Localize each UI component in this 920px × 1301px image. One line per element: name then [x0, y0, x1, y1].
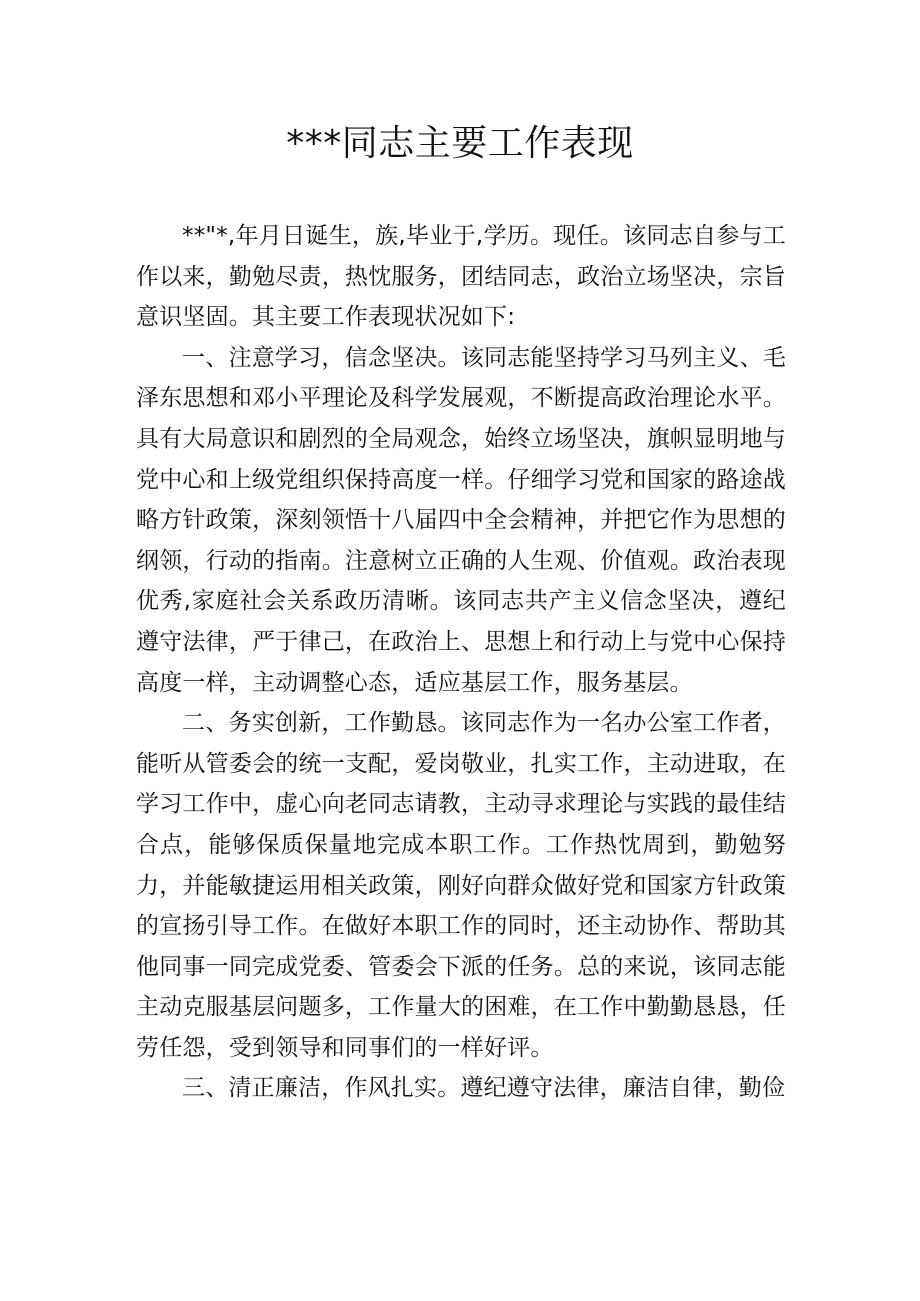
intro-paragraph: **"*,年月日诞生，族,毕业于,学历。现任。该同志自参与工作以来，勤勉尽责，热忱服务，团结同志，政治立场坚决，宗旨意识坚固。其主要工作表现状况如下:: [136, 223, 786, 331]
section-two-paragraph: 二、务实创新，工作勤恳。该同志作为一名办公室工作者，能听从管委会的统一支配，爱岗敬业，扎实工作，主动进取，在学习工作中，虚心向老同志请教，主动寻求理论与实践的最佳结合点，能够保质保量地完成本职工作。工作热忱周到，勤勉努力，并能敏捷运用相关政策，刚好向群众做好党和国家方针政策的宣扬引导工作。在做好本职工作的同时，还主动协作、帮助其他同事一同完成党委、管委会下派的任务。总的来说，该同志能主动克服基层问题多，工作量大的困难，在工作中勤勤恳恳，任劳任怨，受到领导和同事们的一样好评。: [136, 710, 786, 1061]
document-title: ***同志主要工作表现: [286, 123, 634, 164]
document-body: [136, 216, 786, 1109]
section-three-paragraph: 三、清正廉洁，作风扎实。遵纪遵守法律，廉洁自律，勤俭: [182, 1075, 786, 1102]
section-one-paragraph: 一、注意学习，信念坚决。该同志能坚持学习马列主义、毛泽东思想和邓小平理论及科学发展观，不断提高政治理论水平。具有大局意识和剧烈的全局观念，始终立场坚决，旗帜显明地与党中心和上级党组织保持高度一样。仔细学习党和国家的路途战略方针政策，深刻领悟十八届四中全会精神，并把它作为思想的纲领，行动的指南。注意树立正确的人生观、价值观。政治表现优秀,家庭社会关系政历清晰。该同志共产主义信念坚决，遵纪遵守法律，严于律己，在政治上、思想上和行动上与党中心保持高度一样，主动调整心态，适应基层工作，服务基层。: [136, 344, 786, 696]
